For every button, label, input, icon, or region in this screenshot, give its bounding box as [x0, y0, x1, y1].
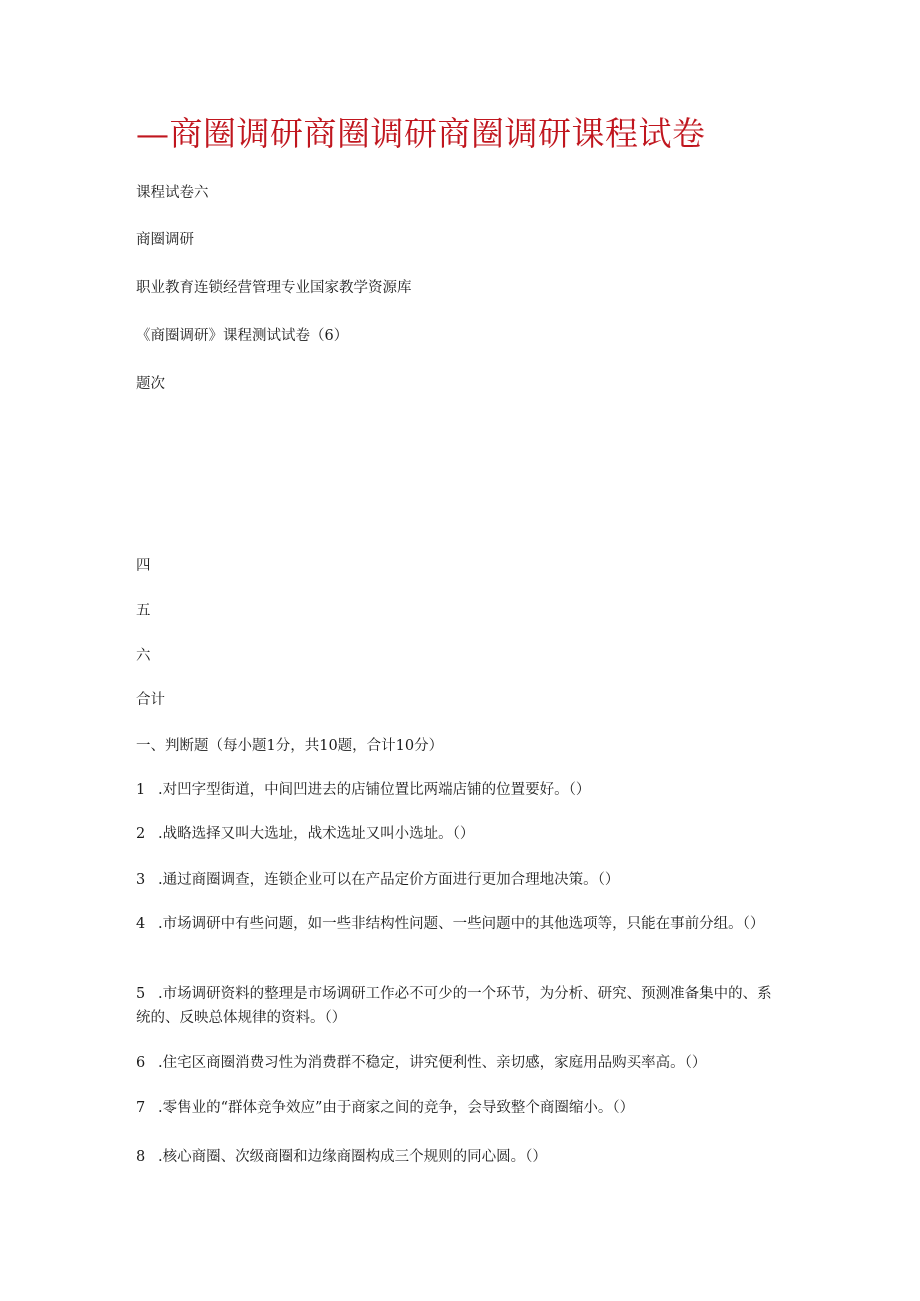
- header-line-course: 商圈调研: [136, 232, 194, 248]
- question-number: 5: [136, 986, 146, 1002]
- section-heading: 一、判断题（每小题1分，共10题，合计10分）: [136, 738, 444, 754]
- question-text: .住宅区商圈消费习性为消费群不稳定，讲究便利性、亲切感，家庭用品购买率高。（）: [158, 1055, 707, 1071]
- table-row-label: 六: [136, 648, 151, 664]
- question-number: 1: [136, 782, 146, 798]
- question-text: .对凹字型街道，中间凹进去的店铺位置比两端店铺的位置要好。（）: [158, 782, 591, 798]
- question-text: .核心商圈、次级商圈和边缘商圈构成三个规则的同心圆。（）: [158, 1149, 547, 1165]
- question-item: [136, 1096, 776, 1120]
- question-item: [136, 778, 776, 802]
- table-row-label: 四: [136, 558, 151, 574]
- header-line-exam-number: 课程试卷六: [136, 185, 209, 201]
- question-text: .通过商圈调查，连锁企业可以在产品定价方面进行更加合理地决策。（）: [158, 872, 620, 888]
- header-line-exam-title: 《商圈调研》课程测试试卷（6）: [136, 328, 349, 344]
- question-number: 3: [136, 872, 146, 888]
- question-item: [136, 868, 776, 892]
- table-row-label: 合计: [136, 692, 165, 708]
- question-item: [136, 982, 776, 1030]
- header-line-program: 职业教育连锁经营管理专业国家教学资源库: [136, 280, 412, 296]
- question-item: [136, 1145, 776, 1169]
- document-title: —商圈调研商圈调研商圈调研课程试卷: [136, 114, 706, 153]
- question-text: .零售业的“群体竞争效应”由于商家之间的竞争，会导致整个商圈缩小。（）: [158, 1100, 635, 1116]
- question-text: .市场调研资料的整理是市场调研工作必不可少的一个环节，为分析、研究、预测准备集中的、系统的、反映总体规律的资料。（）: [136, 986, 772, 1026]
- table-row-label: 五: [136, 603, 151, 619]
- question-item: [136, 822, 776, 846]
- question-item: [136, 912, 776, 936]
- question-number: 6: [136, 1055, 146, 1071]
- question-number: 8: [136, 1149, 146, 1165]
- question-text: .战略选择又叫大选址，战术选址又叫小选址。（）: [158, 826, 475, 842]
- question-number: 2: [136, 826, 146, 842]
- question-text: .市场调研中有些问题，如一些非结构性问题、一些问题中的其他选项等，只能在事前分组。（）: [158, 916, 765, 932]
- question-number: 4: [136, 916, 146, 932]
- question-item: [136, 1051, 776, 1075]
- header-line-question-number: 题次: [136, 376, 165, 392]
- question-number: 7: [136, 1100, 146, 1116]
